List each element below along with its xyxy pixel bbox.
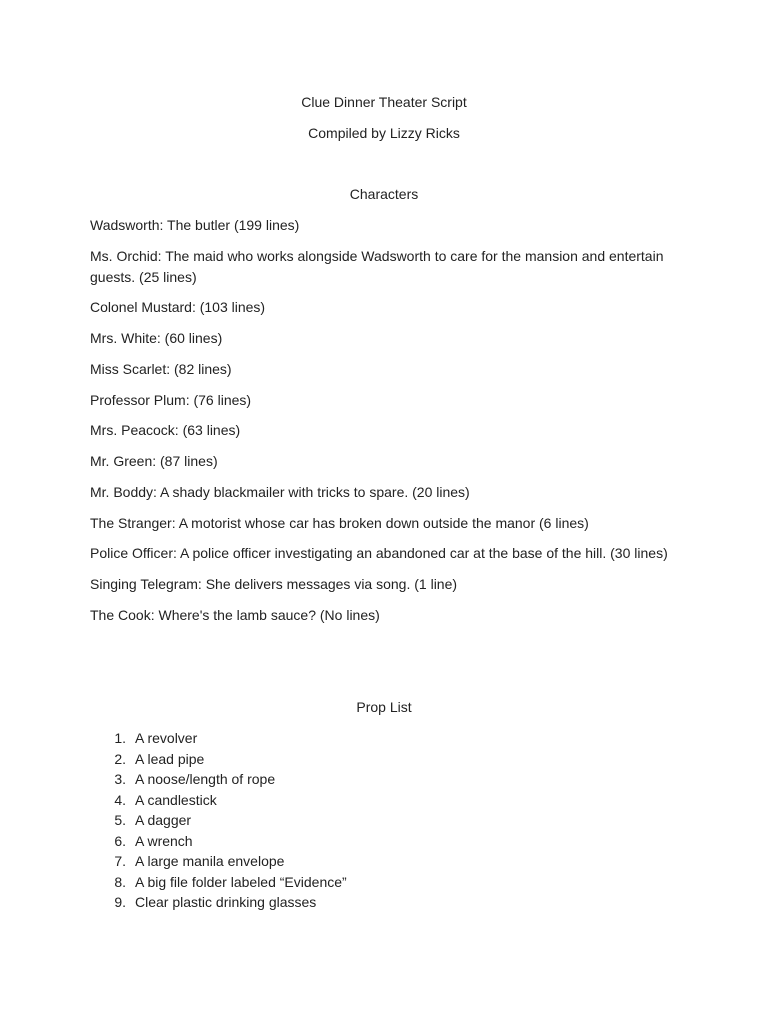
prop-text: A revolver [135, 730, 198, 746]
characters-heading: Characters [349, 186, 419, 202]
character-line: Colonel Mustard: (103 lines) [90, 299, 266, 315]
prop-number: 4. [114, 792, 126, 808]
character-line: Police Officer: A police officer investigating an abandoned car at the base of the hill. (30 lines) [90, 545, 668, 561]
document-title: Clue Dinner Theater Script [301, 94, 467, 110]
prop-text: A lead pipe [135, 751, 205, 767]
prop-text: A large manila envelope [135, 853, 285, 869]
prop-number: 3. [114, 771, 126, 787]
character-line: Wadsworth: The butler (199 lines) [90, 217, 300, 233]
character-line: Mrs. Peacock: (63 lines) [90, 422, 241, 438]
prop-text: Clear plastic drinking glasses [135, 894, 317, 910]
prop-item [90, 833, 680, 849]
prop-text: A noose/length of rope [135, 771, 276, 787]
prop-text: A candlestick [135, 792, 217, 808]
prop-number: 6. [114, 833, 126, 849]
prop-list-heading: Prop List [356, 699, 412, 715]
prop-text: A wrench [135, 833, 193, 849]
prop-number: 7. [114, 853, 126, 869]
prop-text: A dagger [135, 812, 192, 828]
character-line: Mr. Green: (87 lines) [90, 453, 218, 469]
character-line: Mrs. White: (60 lines) [90, 330, 223, 346]
prop-item [90, 874, 680, 890]
character-line: Ms. Orchid: The maid who works alongside Wadsworth to care for the mansion and entertain guests. (25 lines) [90, 248, 664, 285]
character-line: The Cook: Where's the lamb sauce? (No lines) [90, 607, 380, 623]
prop-text: A big file folder labeled “Evidence” [135, 874, 347, 890]
prop-item [90, 853, 680, 869]
prop-number: 9. [114, 894, 126, 910]
character-line: The Stranger: A motorist whose car has broken down outside the manor (6 lines) [90, 515, 589, 531]
prop-item [90, 812, 680, 828]
prop-number: 8. [114, 874, 126, 890]
prop-number: 2. [114, 751, 126, 767]
prop-item [90, 771, 680, 787]
prop-number: 1. [114, 730, 126, 746]
prop-item [90, 792, 680, 808]
character-line: Singing Telegram: She delivers messages via song. (1 line) [90, 576, 458, 592]
character-line: Professor Plum: (76 lines) [90, 392, 252, 408]
prop-item [90, 730, 680, 746]
character-line: Miss Scarlet: (82 lines) [90, 361, 232, 377]
prop-number: 5. [114, 812, 126, 828]
prop-item [90, 894, 680, 910]
document-subtitle: Compiled by Lizzy Ricks [308, 125, 460, 141]
character-line: Mr. Boddy: A shady blackmailer with tricks to spare. (20 lines) [90, 484, 470, 500]
prop-item [90, 751, 680, 767]
